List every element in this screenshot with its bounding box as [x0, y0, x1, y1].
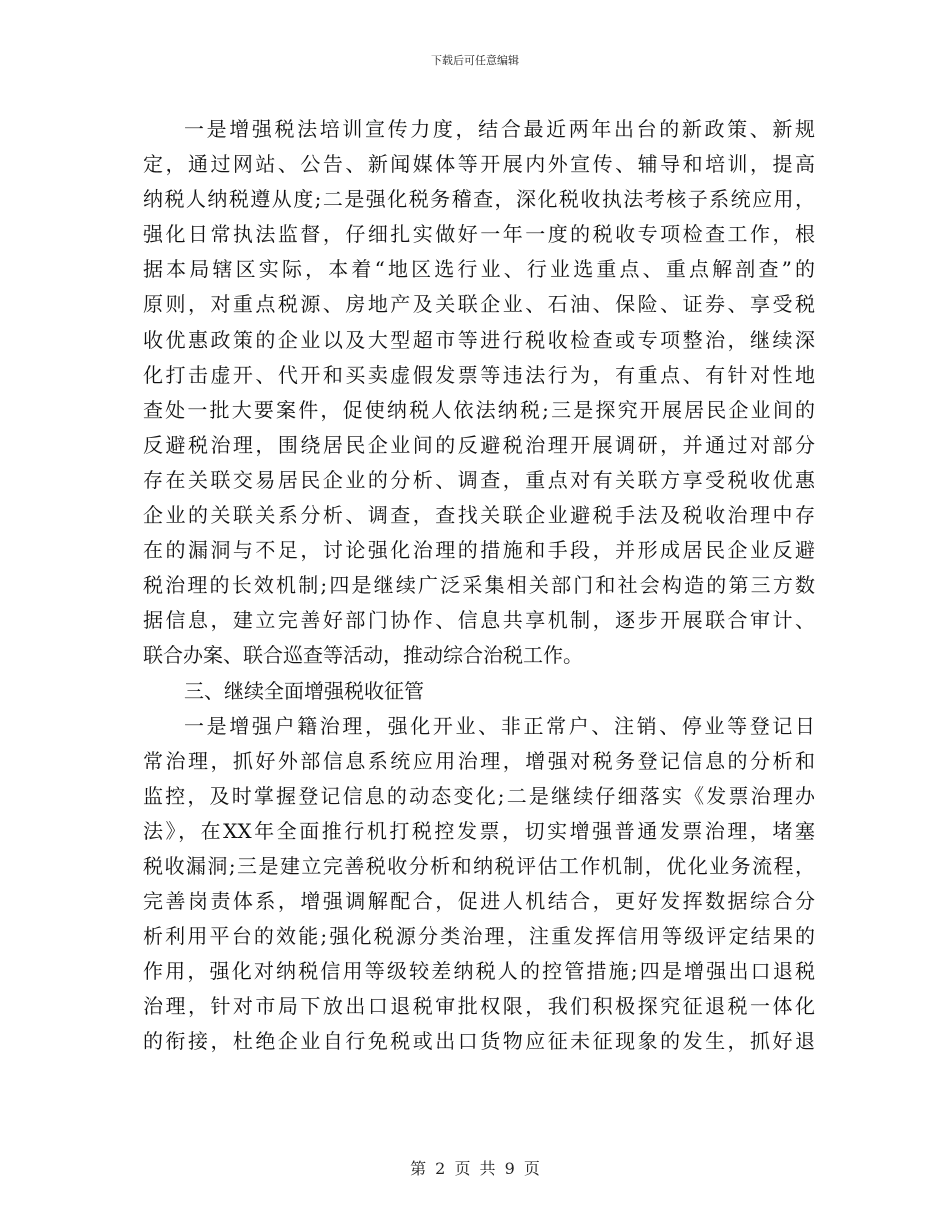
text-line: 析利用平台的效能;强化税源分类治理，注重发挥信用等级评定结果的 [143, 924, 815, 949]
text-line: 常治理，抓好外部信息系统应用治理，增强对税务登记信息的分析和 [143, 748, 815, 773]
text-line: 查处一批大要案件，促使纳税人依法纳税;三是探究开展居民企业间的 [143, 397, 815, 422]
text-line: 治理，针对市局下放出口退税审批权限，我们积极探究征退税一体化 [143, 994, 815, 1019]
section-heading: 三、继续全面增强税收征管 [184, 678, 424, 703]
text-line: 一是增强税法培训宣传力度，结合最近两年出台的新政策、新规 [184, 117, 815, 141]
text-line: 在的漏洞与不足，讨论强化治理的措施和手段，并形成居民企业反避 [143, 538, 815, 563]
text-line: 法》，在XX年全面推行机打税控发票，切实增强普通发票治理，堵塞 [143, 818, 815, 843]
text-line: 税收漏洞;三是建立完善税收分析和纳税评估工作机制，优化业务流程， [143, 853, 815, 878]
text-line: 化打击虚开、代开和买卖虚假发票等违法行为，有重点、有针对性地 [143, 362, 815, 387]
text-line: 据本局辖区实际，本着“地区选行业、行业选重点、重点解剖查”的 [143, 257, 815, 282]
text-line: 联合办案、联合巡查等活动，推动综合治税工作。 [143, 643, 583, 668]
text-line: 一是增强户籍治理，强化开业、非正常户、注销、停业等登记日 [184, 713, 815, 738]
page-number: 第 2 页 共 9 页 [410, 1159, 540, 1178]
text-line: 纳税人纳税遵从度;二是强化税务稽查，深化税收执法考核子系统应用， [143, 187, 815, 212]
text-line: 监控，及时掌握登记信息的动态变化;二是继续仔细落实《发票治理办 [143, 783, 815, 808]
text-line: 作用，强化对纳税信用等级较差纳税人的控管措施;四是增强出口退税 [143, 959, 815, 984]
text-line: 企业的关联关系分析、调查，查找关联企业避税手法及税收治理中存 [143, 503, 815, 528]
text-line: 定，通过网站、公告、新闻媒体等开展内外宣传、辅导和培训，提高 [143, 152, 815, 177]
text-line: 的衔接，杜绝企业自行免税或出口货物应征未征现象的发生，抓好退 [143, 1029, 815, 1054]
text-line: 原则，对重点税源、房地产及关联企业、石油、保险、证券、享受税 [143, 292, 815, 317]
text-line: 强化日常执法监督，仔细扎实做好一年一度的税收专项检查工作，根 [143, 222, 815, 247]
text-line: 税治理的长效机制;四是继续广泛采集相关部门和社会构造的第三方数 [143, 573, 815, 598]
text-line: 存在关联交易居民企业的分析、调查，重点对有关联方享受税收优惠 [143, 467, 815, 492]
document-body [143, 112, 815, 1060]
text-line: 据信息，建立完善好部门协作、信息共享机制，逐步开展联合审计、 [143, 608, 815, 633]
text-line: 完善岗责体系，增强调解配合，促进人机结合，更好发挥数据综合分 [143, 889, 815, 914]
text-line: 反避税治理，围绕居民企业间的反避税治理开展调研，并通过对部分 [143, 432, 815, 457]
text-line: 收优惠政策的企业以及大型超市等进行税收检查或专项整治，继续深 [143, 327, 815, 352]
page-header-note: 下载后可任意编辑 [431, 54, 519, 67]
